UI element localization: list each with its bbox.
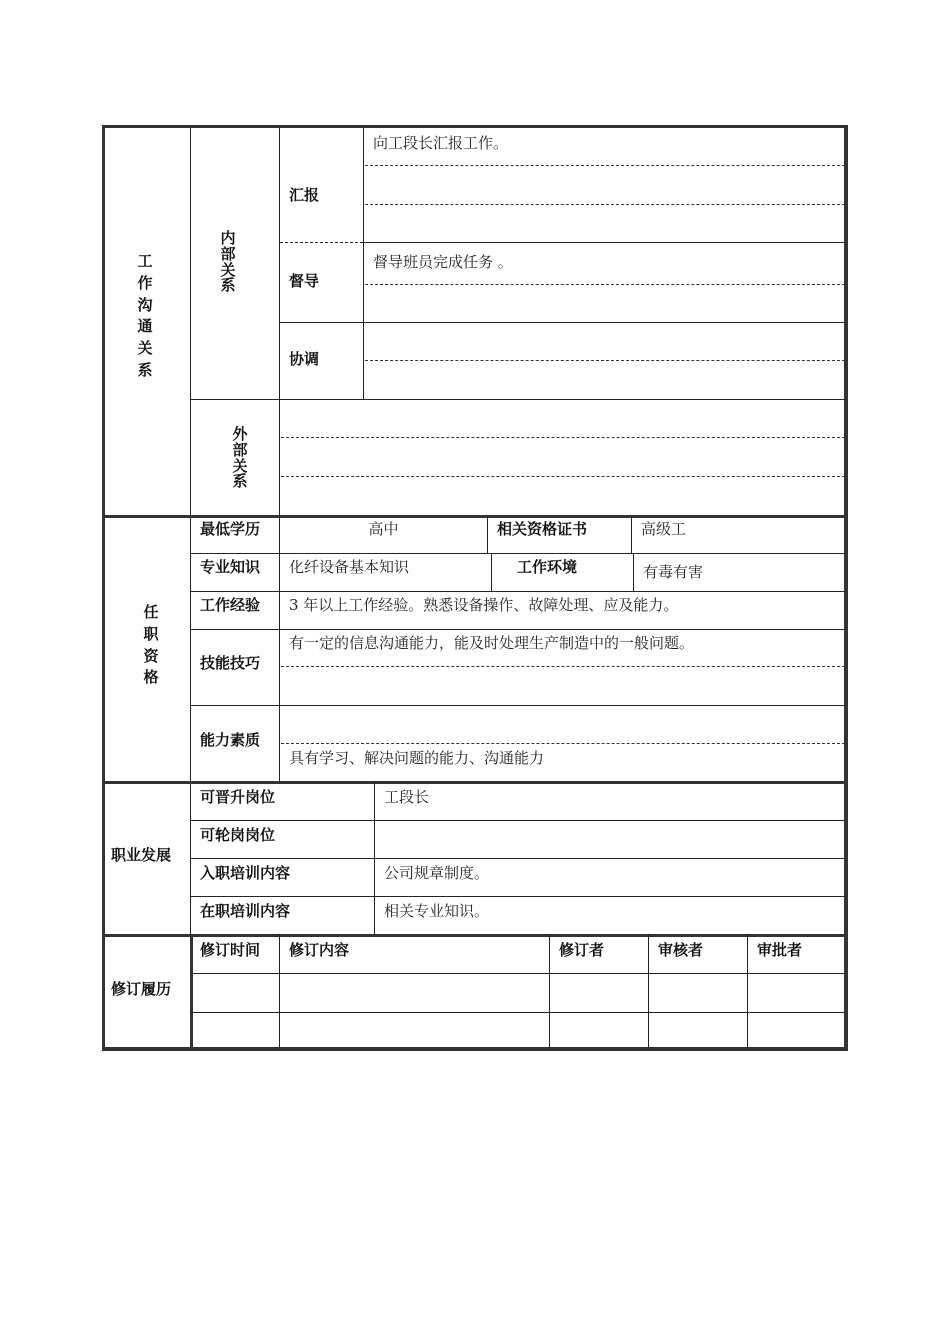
edu-label: 最低学历 bbox=[200, 520, 261, 538]
grid-line bbox=[190, 399, 846, 400]
grid-line bbox=[633, 553, 634, 591]
grid-line bbox=[279, 515, 280, 781]
grid-line bbox=[631, 515, 632, 553]
ability-label: 能力素质 bbox=[200, 731, 261, 749]
grid-line bbox=[190, 820, 846, 821]
grid-line bbox=[190, 934, 193, 1051]
onboard-value: 公司规章制度。 bbox=[384, 864, 490, 882]
promote-value: 工段长 bbox=[384, 788, 430, 806]
edu-value: 高中 bbox=[368, 520, 399, 538]
fill-line bbox=[365, 165, 845, 166]
comm-section-label: 工作沟通关系 bbox=[137, 252, 153, 379]
coordinate-label: 协调 bbox=[289, 350, 320, 368]
supervise-text: 督导班员完成任务 。 bbox=[373, 253, 513, 271]
revision-header-approver: 审批者 bbox=[757, 941, 803, 959]
env-label: 工作环境 bbox=[517, 558, 578, 576]
fill-line bbox=[365, 284, 845, 285]
fill-line bbox=[365, 360, 845, 361]
knowledge-label: 专业知识 bbox=[200, 558, 261, 576]
grid-line bbox=[190, 1012, 846, 1013]
grid-line bbox=[190, 553, 846, 554]
exp-label: 工作经验 bbox=[200, 596, 261, 614]
grid-line bbox=[190, 1048, 848, 1051]
grid-line bbox=[190, 705, 846, 706]
grid-line bbox=[747, 934, 748, 1051]
knowledge-value: 化纤设备基本知识 bbox=[289, 558, 410, 576]
grid-line bbox=[190, 973, 846, 974]
grid-line bbox=[190, 629, 846, 630]
fill-line bbox=[281, 743, 845, 744]
grid-line bbox=[190, 128, 191, 1051]
grid-line bbox=[280, 242, 363, 243]
revision-header-reviewer: 审核者 bbox=[658, 941, 704, 959]
grid-line bbox=[279, 322, 846, 323]
grid-line bbox=[549, 934, 550, 1051]
grid-line bbox=[279, 399, 280, 516]
grid-line bbox=[363, 242, 846, 243]
promote-label: 可晋升岗位 bbox=[200, 788, 276, 806]
rotate-label: 可轮岗岗位 bbox=[200, 826, 276, 844]
skill-label: 技能技巧 bbox=[200, 654, 261, 672]
report-label: 汇报 bbox=[289, 186, 320, 204]
skill-value: 有一定的信息沟通能力，能及时处理生产制造中的一般问题。 bbox=[289, 634, 695, 652]
onboard-label: 入职培训内容 bbox=[200, 864, 291, 882]
ability-value: 具有学习、解决问题的能力、沟通能力 bbox=[289, 749, 545, 767]
fill-line bbox=[281, 476, 845, 477]
grid-line bbox=[363, 128, 364, 399]
inservice-value: 相关专业知识。 bbox=[384, 902, 490, 920]
external-relations-label: 外部关系 bbox=[232, 425, 248, 491]
fill-line bbox=[281, 437, 845, 438]
supervise-label: 督导 bbox=[289, 272, 320, 290]
grid-line bbox=[190, 858, 846, 859]
grid-line bbox=[279, 128, 280, 399]
fill-line bbox=[365, 204, 845, 205]
revision-header-reviser: 修订者 bbox=[559, 941, 605, 959]
cert-value: 高级工 bbox=[641, 520, 687, 538]
inservice-label: 在职培训内容 bbox=[200, 902, 291, 920]
exp-value: 3 年以上工作经验。熟悉设备操作、故障处理、应及能力。 bbox=[289, 596, 679, 614]
env-value: 有毒有害 bbox=[643, 563, 704, 581]
section-divider bbox=[102, 934, 848, 937]
grid-line bbox=[648, 934, 649, 1051]
grid-line bbox=[190, 591, 846, 592]
cert-label: 相关资格证书 bbox=[497, 520, 588, 538]
section-divider bbox=[102, 515, 848, 518]
fill-line bbox=[281, 666, 845, 667]
revision-section-label: 修订履历 bbox=[111, 980, 172, 998]
career-section-label: 职业发展 bbox=[111, 846, 172, 864]
grid-line bbox=[491, 553, 492, 591]
internal-relations-label: 内部关系 bbox=[220, 229, 236, 295]
grid-line bbox=[487, 515, 488, 553]
report-text: 向工段长汇报工作。 bbox=[373, 134, 509, 152]
grid-line bbox=[279, 934, 280, 1051]
grid-line bbox=[190, 896, 846, 897]
revision-header-date: 修订时间 bbox=[200, 941, 261, 959]
revision-header-content: 修订内容 bbox=[289, 941, 350, 959]
qual-section-label: 任职资格 bbox=[143, 603, 159, 687]
section-divider bbox=[102, 781, 848, 784]
